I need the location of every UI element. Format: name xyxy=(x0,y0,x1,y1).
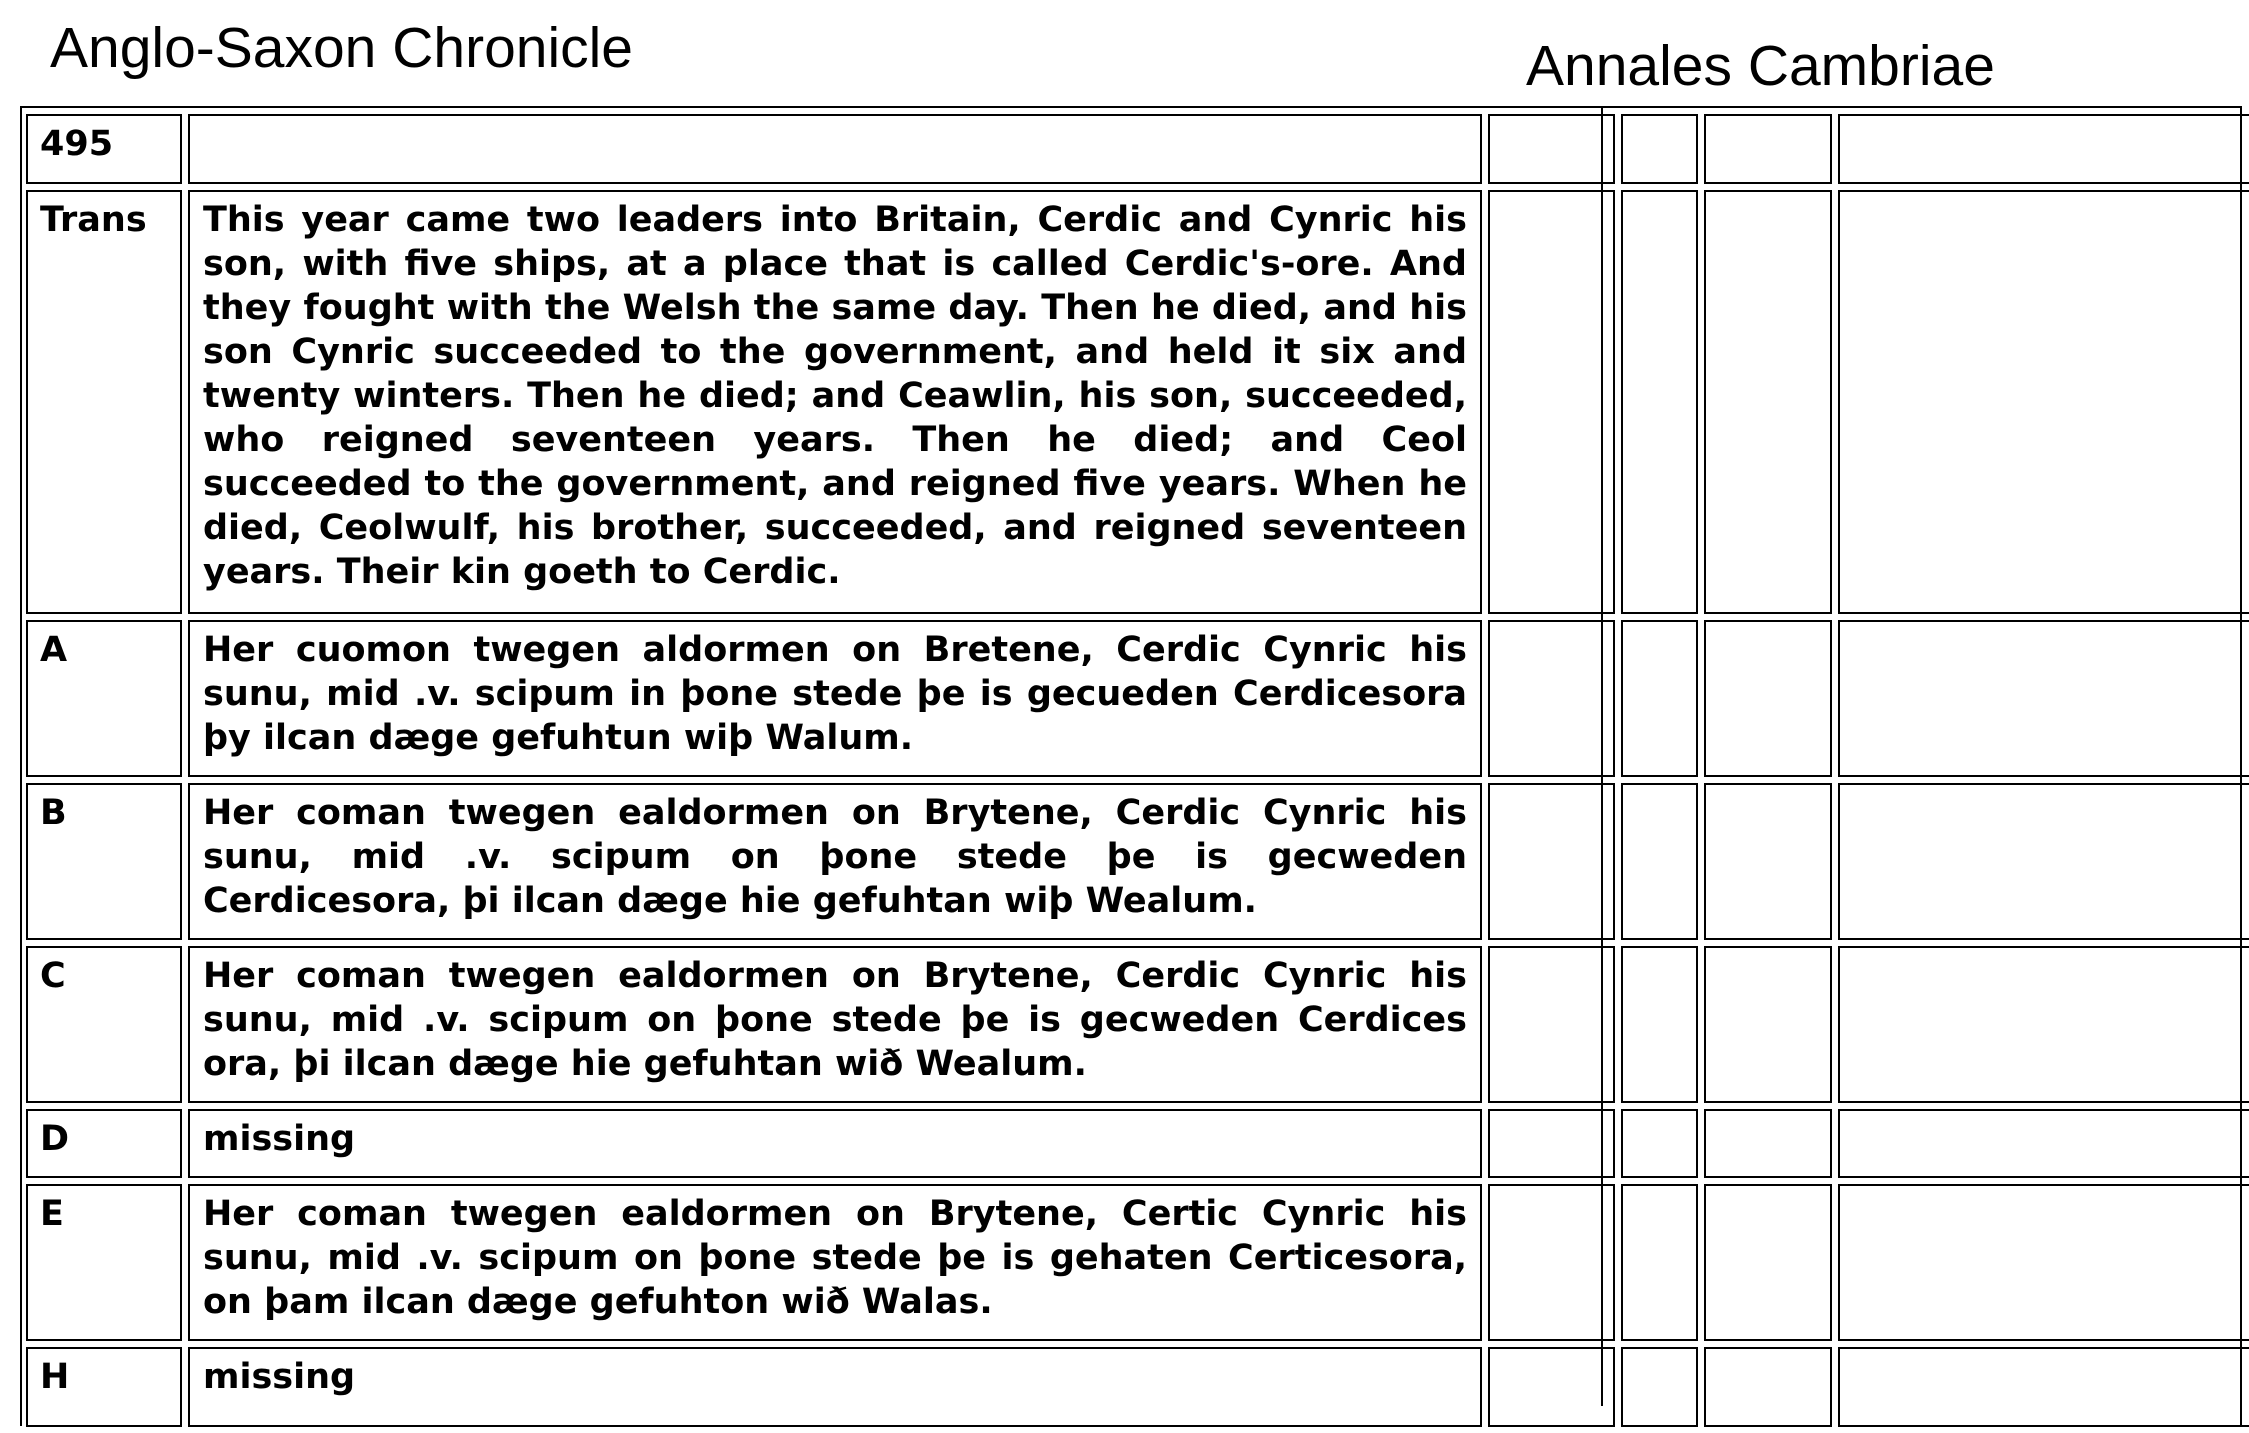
row-label: Trans xyxy=(26,190,182,614)
anglo-saxon-chronicle-title: Anglo-Saxon Chronicle xyxy=(50,16,633,80)
row-text: missing xyxy=(188,1347,1482,1427)
empty-cell xyxy=(1621,1184,1698,1341)
empty-cell xyxy=(1704,620,1832,777)
row-label: B xyxy=(26,783,182,940)
row-label: 495 xyxy=(26,114,182,184)
row-text: missing xyxy=(188,1109,1482,1178)
empty-cell xyxy=(1838,946,2249,1103)
table-row xyxy=(26,1347,2249,1427)
empty-cell xyxy=(1488,1347,1615,1427)
empty-cell xyxy=(1704,783,1832,940)
table-row xyxy=(26,114,2249,184)
row-text: This year came two leaders into Britain, Cerdic and Cynric his son, with five ships, at a place that is called Cerdic's-ore. And they fought with the Welsh the same day. Then he died, and his son Cynric succeeded to the government, and held it six and twenty winters. Then he died; and Ceawlin, his son, succeeded, who reigned seventeen years. Then he died; and Ceol succeeded to the government, and reigned five years. When he died, Ceolwulf, his brother, succeeded, and reigned seventeen years. Their kin goeth to Cerdic. xyxy=(188,190,1482,614)
table-row xyxy=(26,1109,2249,1178)
empty-cell xyxy=(1704,1347,1832,1427)
empty-cell xyxy=(1838,190,2249,614)
empty-cell xyxy=(1488,1109,1615,1178)
empty-cell xyxy=(1488,783,1615,940)
table-row xyxy=(26,620,2249,777)
empty-cell xyxy=(1488,1184,1615,1341)
row-label: E xyxy=(26,1184,182,1341)
row-text: Her coman twegen ealdormen on Brytene, Cerdic Cynric his sunu, mid .v. scipum on þone stede þe is gecweden Cerdices ora, þi ilcan dæge hie gefuhtan wið Wealum. xyxy=(188,946,1482,1103)
table-row xyxy=(26,1184,2249,1341)
empty-cell xyxy=(1488,190,1615,614)
table-row xyxy=(26,946,2249,1103)
empty-cell xyxy=(1838,1184,2249,1341)
row-label: A xyxy=(26,620,182,777)
empty-cell xyxy=(1621,783,1698,940)
empty-cell xyxy=(1621,1347,1698,1427)
empty-cell xyxy=(1621,620,1698,777)
empty-cell xyxy=(1704,1109,1832,1178)
empty-cell xyxy=(1838,783,2249,940)
empty-cell xyxy=(1704,1184,1832,1341)
empty-cell xyxy=(1838,1347,2249,1427)
empty-cell xyxy=(1488,114,1615,184)
empty-cell xyxy=(1838,1109,2249,1178)
empty-cell xyxy=(1621,1109,1698,1178)
annales-cambriae-title: Annales Cambriae xyxy=(1526,34,1995,98)
empty-cell xyxy=(1838,620,2249,777)
row-label: H xyxy=(26,1347,182,1427)
table-row xyxy=(26,783,2249,940)
row-label: C xyxy=(26,946,182,1103)
chronicle-table xyxy=(20,108,2249,1433)
row-text: Her coman twegen ealdormen on Brytene, Cerdic Cynric his sunu, mid .v. scipum on þone stede þe is gecweden Cerdicesora, þi ilcan dæge hie gefuhtan wiþ Wealum. xyxy=(188,783,1482,940)
row-text: Her coman twegen ealdormen on Brytene, Certic Cynric his sunu, mid .v. scipum on þone stede þe is gehaten Certicesora, on þam ilcan dæge gefuhton wið Walas. xyxy=(188,1184,1482,1341)
row-text xyxy=(188,114,1482,184)
empty-cell xyxy=(1621,946,1698,1103)
empty-cell xyxy=(1488,946,1615,1103)
empty-cell xyxy=(1488,620,1615,777)
empty-cell xyxy=(1838,114,2249,184)
table-row xyxy=(26,190,2249,614)
empty-cell xyxy=(1621,190,1698,614)
empty-cell xyxy=(1704,946,1832,1103)
row-label: D xyxy=(26,1109,182,1178)
row-text: Her cuomon twegen aldormen on Bretene, Cerdic Cynric his sunu, mid .v. scipum in þone stede þe is gecueden Cerdicesora þy ilcan dæge gefuhtun wiþ Walum. xyxy=(188,620,1482,777)
empty-cell xyxy=(1704,190,1832,614)
empty-cell xyxy=(1621,114,1698,184)
empty-cell xyxy=(1704,114,1832,184)
